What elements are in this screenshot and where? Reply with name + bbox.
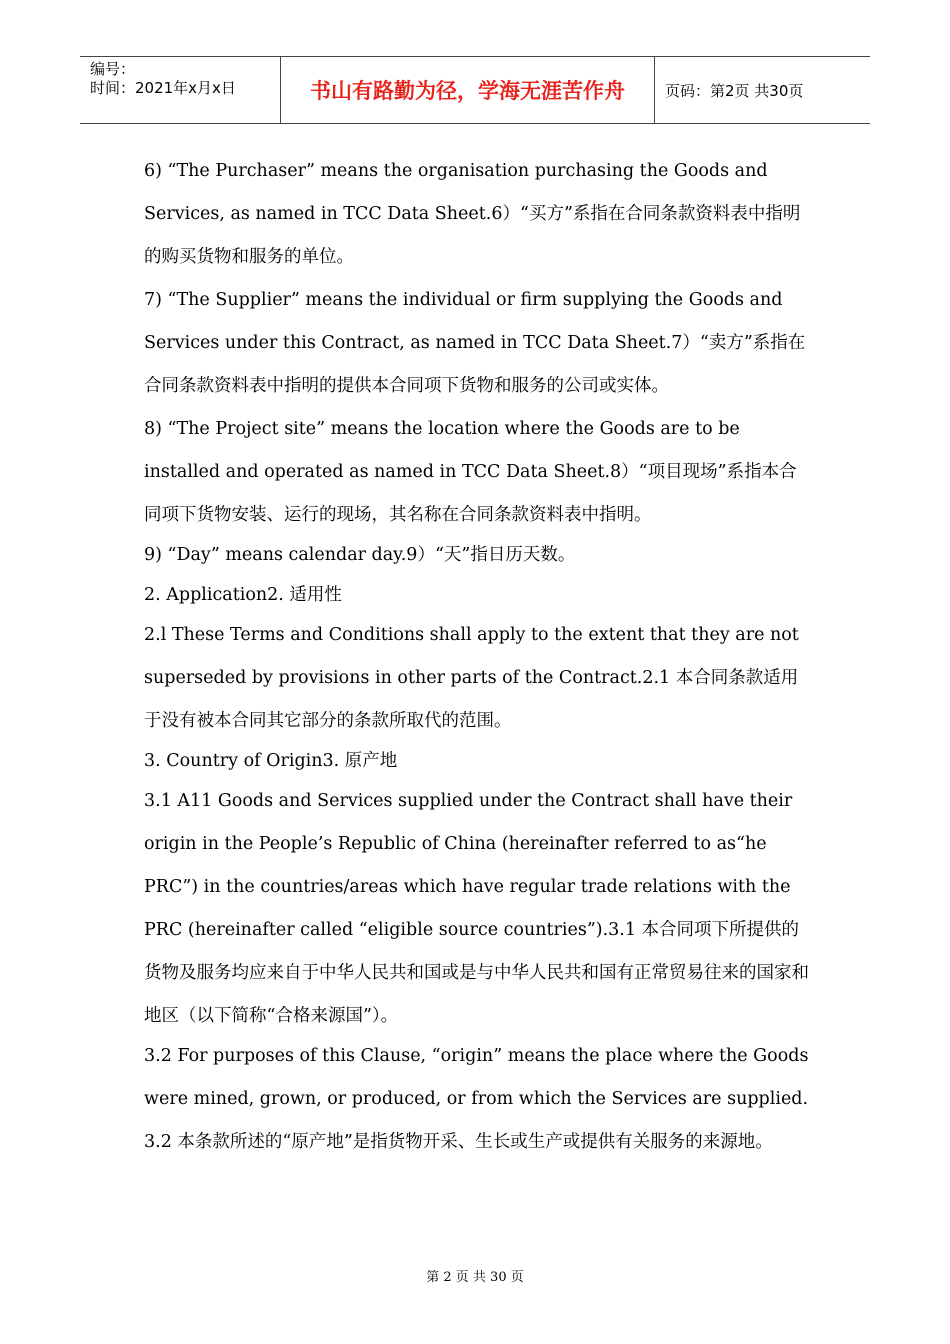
header-slogan: 书山有路勤为径，学海无涯苦作舟 (281, 57, 655, 123)
paragraph-definition-day: 9) “Day” means calendar day.9）“天”指日历天数。 (144, 545, 576, 565)
paragraph-origin-3-2: 3.2 For purposes of this Clause, “origin” means the place where the Goods were mined, grown, or produced, or from which the Services are supplied. 3.2 本条款所述的“原产地”是指货物开采、生长或生产或提供有关服务的来源地。 (144, 1046, 809, 1152)
document-date: 时间：2021年x月x日 (90, 79, 236, 97)
page-header (80, 56, 870, 124)
header-page-number: 页码：第2页 共30页 (665, 81, 804, 100)
paragraph-origin-3-1: 3.1 A11 Goods and Services supplied under the Contract shall have their origin in the People’s Republic of China (hereinafter referred to as“he PRC”) in the countries/areas which have regular trade relations with the PRC (hereinafter called “eligible source countries”).3.1 本合同项下所提供的货物及服务均应来自于中华人民共和国或是与中华人民共和国有正常贸易往来的国家和地区（以下简称“合格来源国”）。 (144, 791, 809, 1026)
document-number-label: 编号： (90, 60, 136, 78)
header-meta (80, 57, 281, 123)
document-body (144, 150, 814, 1164)
paragraph-definition-project-site: 8) “The Project site” means the location where the Goods are to be installed and operated as named in TCC Data Sheet.8）“项目现场”系指本合同项下货物安装、运行的现场，其名称在合同条款资料表中指明。 (144, 419, 797, 525)
page-footer: 第 2 页 共 30 页 (426, 1270, 524, 1285)
paragraph-definition-purchaser: 6) “The Purchaser” means the organisation purchasing the Goods and Services, as named in TCC Data Sheet.6）“买方”系指在合同条款资料表中指明的购买货物和服务的单位。 (144, 161, 801, 267)
section-heading-application: 2. Application2. 适用性 (144, 585, 342, 605)
paragraph-definition-supplier: 7) “The Supplier” means the individual or firm supplying the Goods and Services under this Contract, as named in TCC Data Sheet.7）“卖方”系指在合同条款资料表中指明的提供本合同项下货物和服务的公司或实体。 (144, 290, 806, 396)
paragraph-application: 2.l These Terms and Conditions shall apply to the extent that they are not superseded by provisions in other parts of the Contract.2.1 本合同条款适用于没有被本合同其它部分的条款所取代的范围。 (144, 625, 799, 731)
section-heading-country-of-origin: 3. Country of Origin3. 原产地 (144, 751, 398, 771)
